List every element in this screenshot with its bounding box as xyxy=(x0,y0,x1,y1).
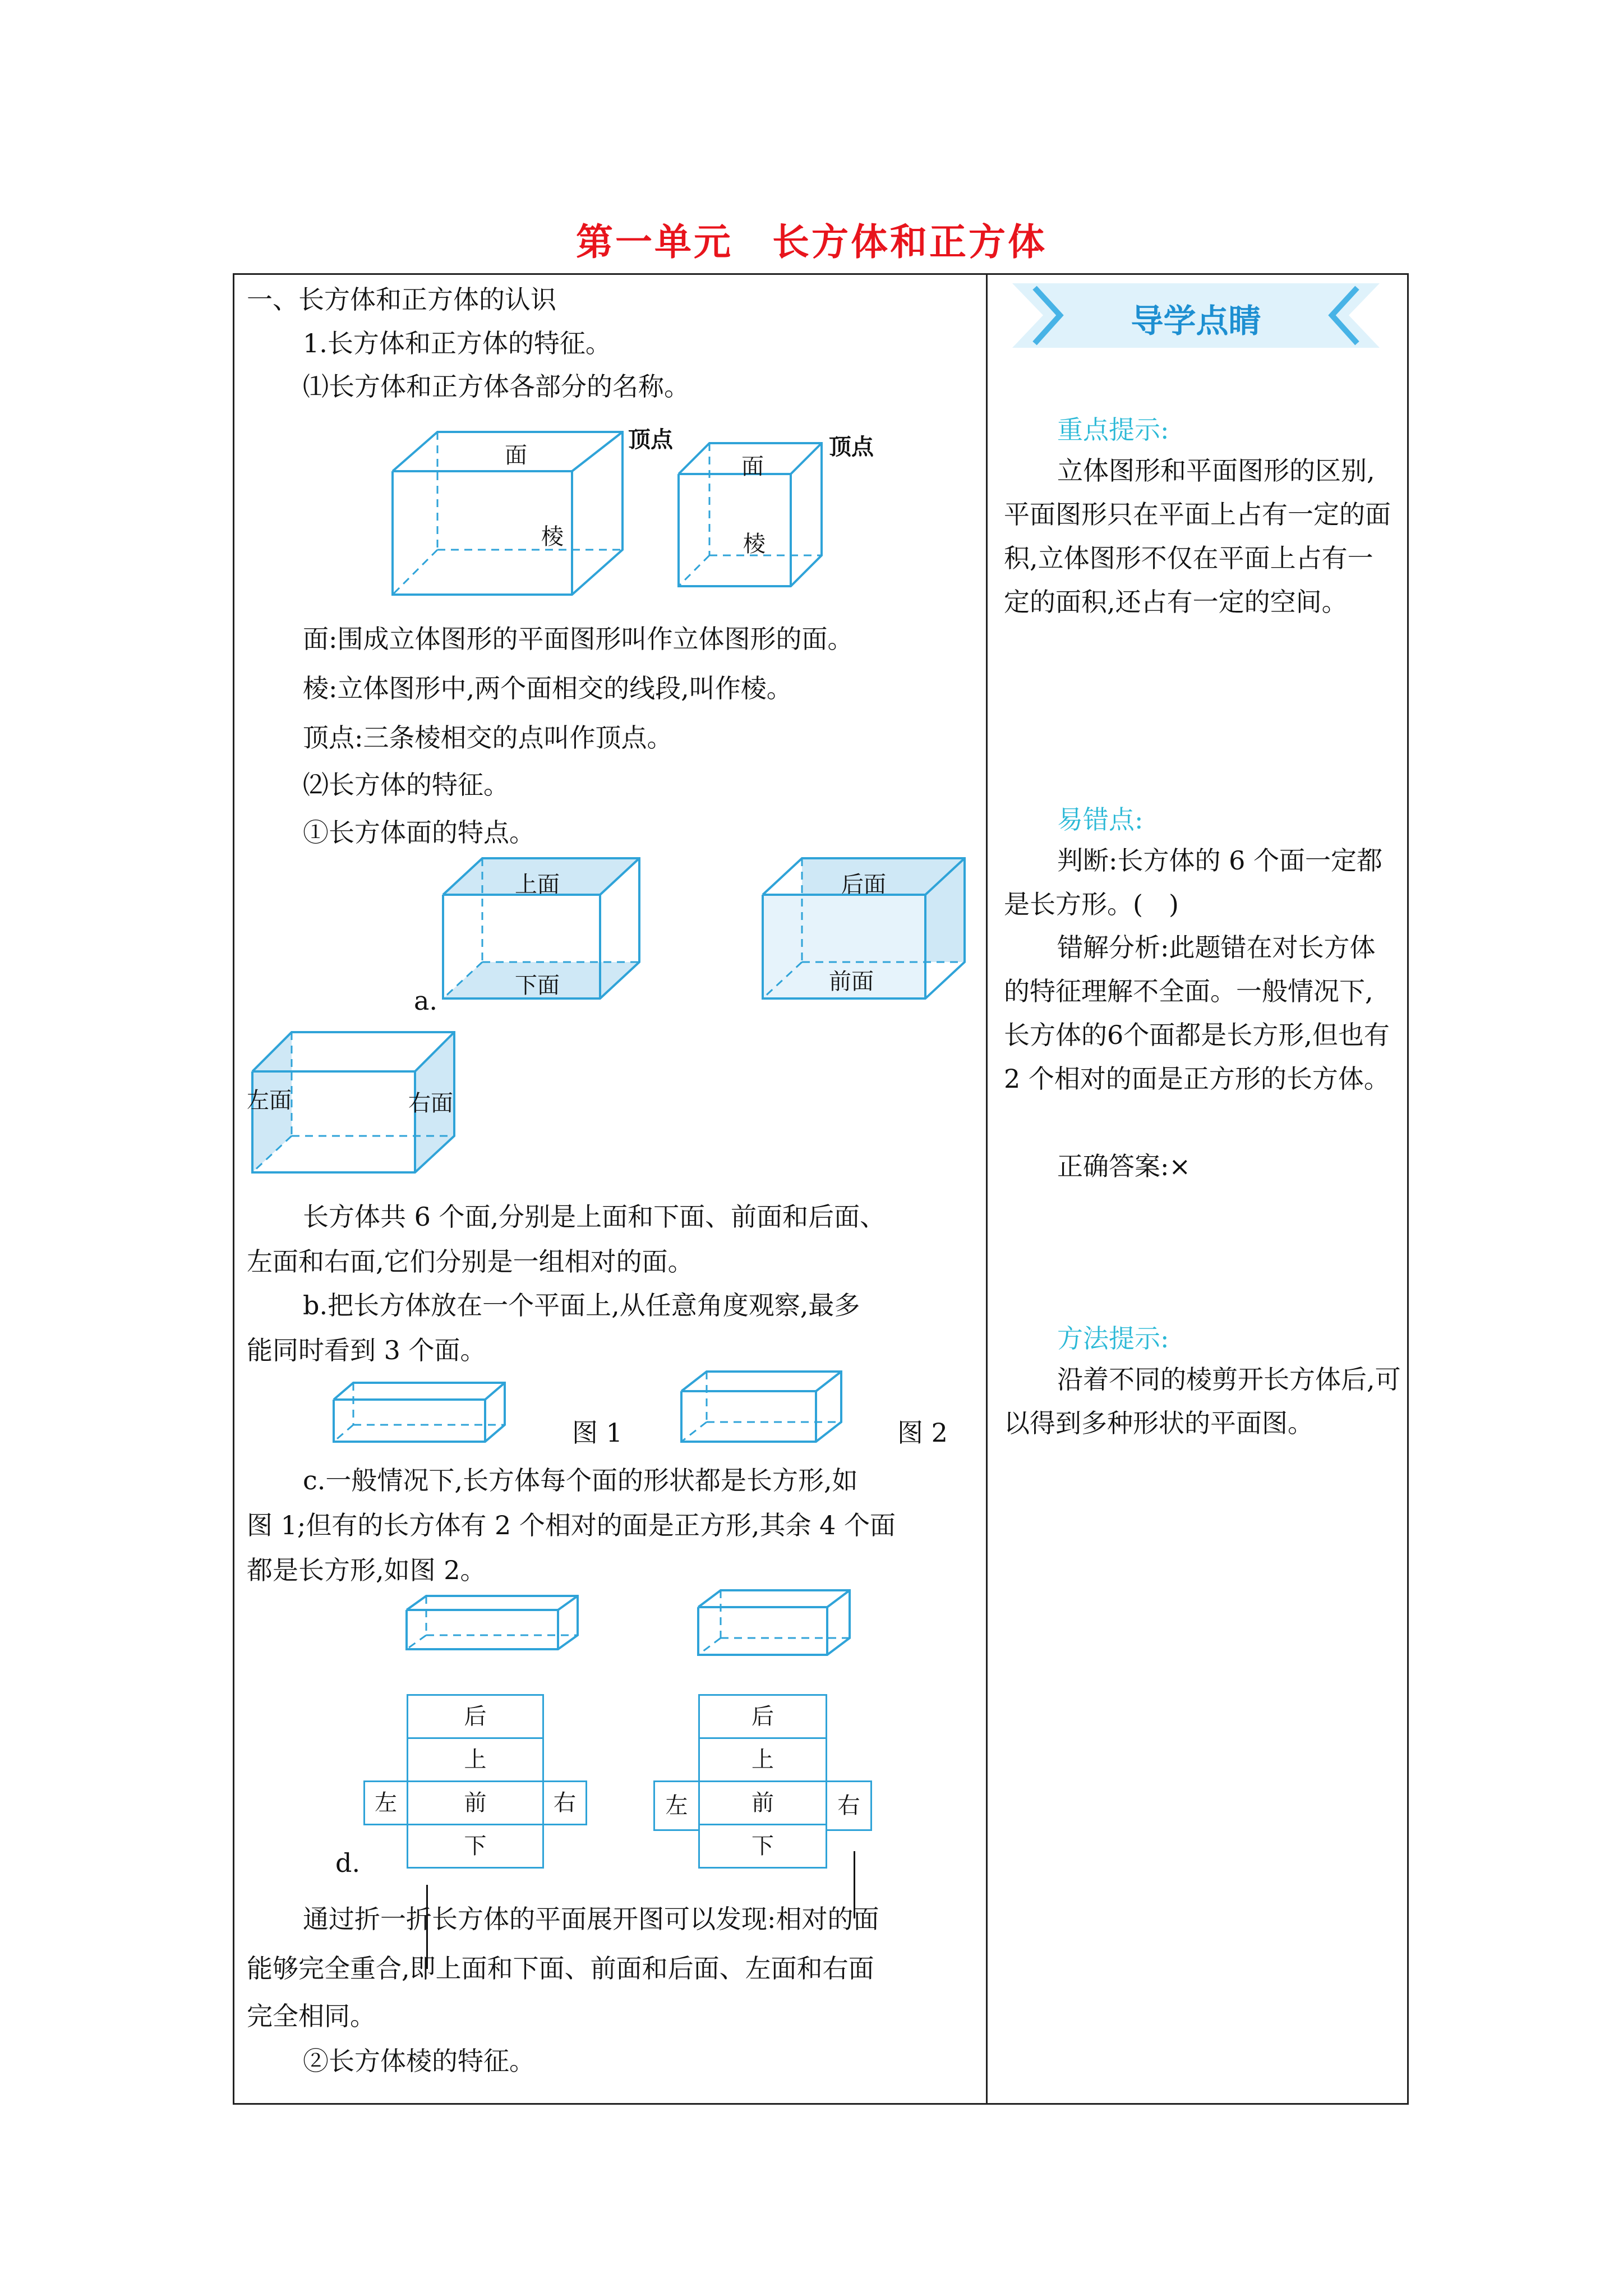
net2-front: 前 xyxy=(698,1780,827,1825)
para-d-line3: 完全相同。 xyxy=(247,2001,376,2031)
label-front-face: 前面 xyxy=(829,969,874,995)
para-c-line3: 都是长方形,如图 2。 xyxy=(247,1555,486,1585)
para-d-line1: 通过折一折长方体的平面展开图可以发现:相对的面 xyxy=(303,1904,879,1934)
net1-top: 上 xyxy=(407,1737,544,1782)
method-heading: 方法提示: xyxy=(1057,1323,1169,1354)
net2-bottom: 下 xyxy=(698,1824,827,1869)
label-right-face: 右面 xyxy=(408,1091,453,1116)
error-question: 判断:长方体的 6 个面一定都是长方形。( ) xyxy=(1004,845,1383,919)
cube-label-face: 面 xyxy=(741,454,764,480)
def-vertex: 顶点:三条棱相交的点叫作顶点。 xyxy=(303,723,673,753)
item-circle-1: ①长方体面的特点。 xyxy=(303,817,535,848)
method-text: 沿着不同的棱剪开长方体后,可以得到多种形状的平面图。 xyxy=(1004,1364,1401,1438)
key-text: 立体图形和平面图形的区别,平面图形只在平面上占有一定的面积,立体图形不仅在平面上占有一定的面积,还占有一定的空间。 xyxy=(1004,455,1391,617)
para-b-line1: b.把长方体放在一个平面上,从任意角度观察,最多 xyxy=(303,1290,860,1320)
net1-cuboid xyxy=(404,1593,583,1655)
net1-back: 后 xyxy=(407,1694,544,1739)
cube-label-edge: 棱 xyxy=(743,531,766,557)
net1-front: 前 xyxy=(407,1780,544,1825)
net2-left: 左 xyxy=(653,1780,700,1831)
net1-left: 左 xyxy=(363,1780,408,1825)
para-a-line2: 左面和右面,它们分别是一组相对的面。 xyxy=(247,1246,694,1277)
label-vertex: 顶点 xyxy=(628,426,673,453)
label-bottom-face: 下面 xyxy=(515,973,560,999)
figure-1-caption: 图 1 xyxy=(572,1418,623,1448)
item-circle-2: ②长方体棱的特征。 xyxy=(303,2046,535,2076)
para-c-line2: 图 1;但有的长方体有 2 个相对的面是正方形,其余 4 个面 xyxy=(247,1510,896,1540)
figure-2-cuboid xyxy=(679,1369,847,1447)
para-d-line2: 能够完全重合,即上面和下面、前面和后面、左面和右面 xyxy=(247,1953,874,1984)
badge-label: 导学点睛 xyxy=(1131,302,1261,340)
label-left-face: 左面 xyxy=(247,1088,292,1114)
figure-1-cuboid xyxy=(331,1380,510,1447)
column-divider xyxy=(986,273,988,2105)
error-analysis: 错解分析:此题错在对长方体的特征理解不全面。一般情况下,长方体的6个面都是长方形,但也有 2 个相对的面是正方形的长方体。 xyxy=(1004,932,1390,1094)
cube-label-vertex: 顶点 xyxy=(829,434,874,460)
para-a-line1: 长方体共 6 个面,分别是上面和下面、前面和后面、 xyxy=(303,1202,886,1232)
label-face: 面 xyxy=(505,443,527,468)
label-edge: 棱 xyxy=(541,524,564,550)
def-face: 面:围成立体图形的平面图形叫作立体图形的面。 xyxy=(303,624,854,654)
net1-bottom: 下 xyxy=(407,1824,544,1869)
item-1-1: ⑴长方体和正方体各部分的名称。 xyxy=(303,371,690,402)
net2-cuboid xyxy=(695,1588,852,1660)
para-c-line1: c.一般情况下,长方体每个面的形状都是长方形,如 xyxy=(303,1465,858,1496)
item-1-2: ⑵长方体的特征。 xyxy=(303,770,509,800)
def-edge: 棱:立体图形中,两个面相交的线段,叫作棱。 xyxy=(303,673,792,703)
net2-back: 后 xyxy=(698,1694,827,1739)
para-b-line2: 能同时看到 3 个面。 xyxy=(247,1335,486,1365)
label-d: d. xyxy=(335,1848,361,1878)
label-top-face: 上面 xyxy=(515,872,560,898)
error-heading: 易错点: xyxy=(1057,804,1144,835)
label-a: a. xyxy=(414,986,438,1016)
figure-2-caption: 图 2 xyxy=(897,1418,948,1448)
label-back-face: 后面 xyxy=(841,872,886,898)
section-heading: 一、长方体和正方体的认识 xyxy=(247,284,556,315)
net2-top: 上 xyxy=(698,1737,827,1782)
net1-right: 右 xyxy=(542,1780,587,1825)
page-title: 第一单元 长方体和正方体 xyxy=(576,220,1047,264)
net2-right: 右 xyxy=(826,1780,872,1831)
item-1: 1.长方体和正方体的特征。 xyxy=(303,328,611,358)
correct-answer: 正确答案:× xyxy=(1057,1151,1191,1181)
key-heading: 重点提示: xyxy=(1057,415,1169,445)
